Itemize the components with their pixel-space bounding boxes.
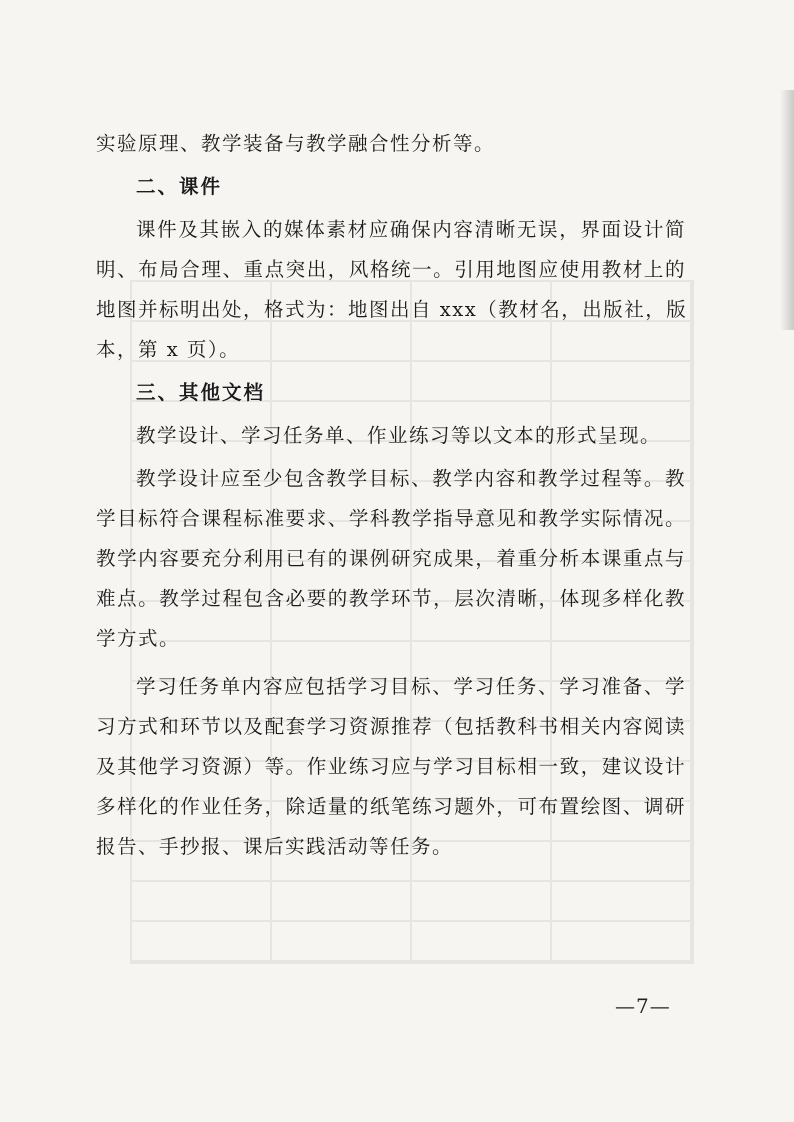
paragraph-4 [96, 459, 686, 659]
paragraph-line: 地图并标明出处，格式为：地图出自 xxx（教材名，出版社，版 [96, 298, 688, 321]
section-heading-other-documents: 三、其他文档 [136, 381, 266, 404]
paragraph-line: 教学设计应至少包含教学目标、教学内容和教学过程等。教 [136, 467, 686, 490]
paragraph-line: 多样化的作业任务，除适量的纸笔练习题外，可布置绘图、调研 [96, 795, 686, 818]
paragraph-5 [96, 667, 686, 867]
paragraph-line: 教学设计、学习任务单、作业练习等以文本的形式呈现。 [136, 424, 662, 447]
paragraph-1 [96, 124, 686, 164]
paragraph-line: 明、布局合理、重点突出，风格统一。引用地图应使用教材上的 [96, 258, 686, 281]
paragraph-line: 课件及其嵌入的媒体素材应确保内容清晰无误，界面设计简 [136, 218, 686, 241]
paragraph-line: 学方式。 [96, 627, 181, 650]
paragraph-line: 学目标符合课程标准要求、学科教学指导意见和教学实际情况。 [96, 507, 686, 530]
paragraph-line: 实验原理、教学装备与教学融合性分析等。 [96, 132, 496, 155]
section-heading-courseware: 二、课件 [136, 175, 223, 198]
paragraph-3 [96, 416, 686, 456]
page-number: —7— [615, 994, 671, 1018]
paragraph-line: 及其他学习资源）等。作业练习应与学习目标相一致，建议设计 [96, 755, 686, 778]
paragraph-2 [96, 210, 686, 370]
document-body [96, 124, 686, 867]
paragraph-line: 本，第 x 页）。 [96, 338, 241, 361]
paragraph-line: 报告、手抄报、课后实践活动等任务。 [96, 835, 454, 858]
paragraph-line: 难点。教学过程包含必要的教学环节，层次清晰，体现多样化教 [96, 587, 686, 610]
paragraph-line: 习方式和环节以及配套学习资源推荐（包括教科书相关内容阅读 [96, 715, 686, 738]
paragraph-line: 教学内容要充分利用已有的课例研究成果，着重分析本课重点与 [96, 547, 686, 570]
paragraph-line: 学习任务单内容应包括学习目标、学习任务、学习准备、学 [136, 675, 686, 698]
page-edge-shadow [780, 90, 794, 330]
